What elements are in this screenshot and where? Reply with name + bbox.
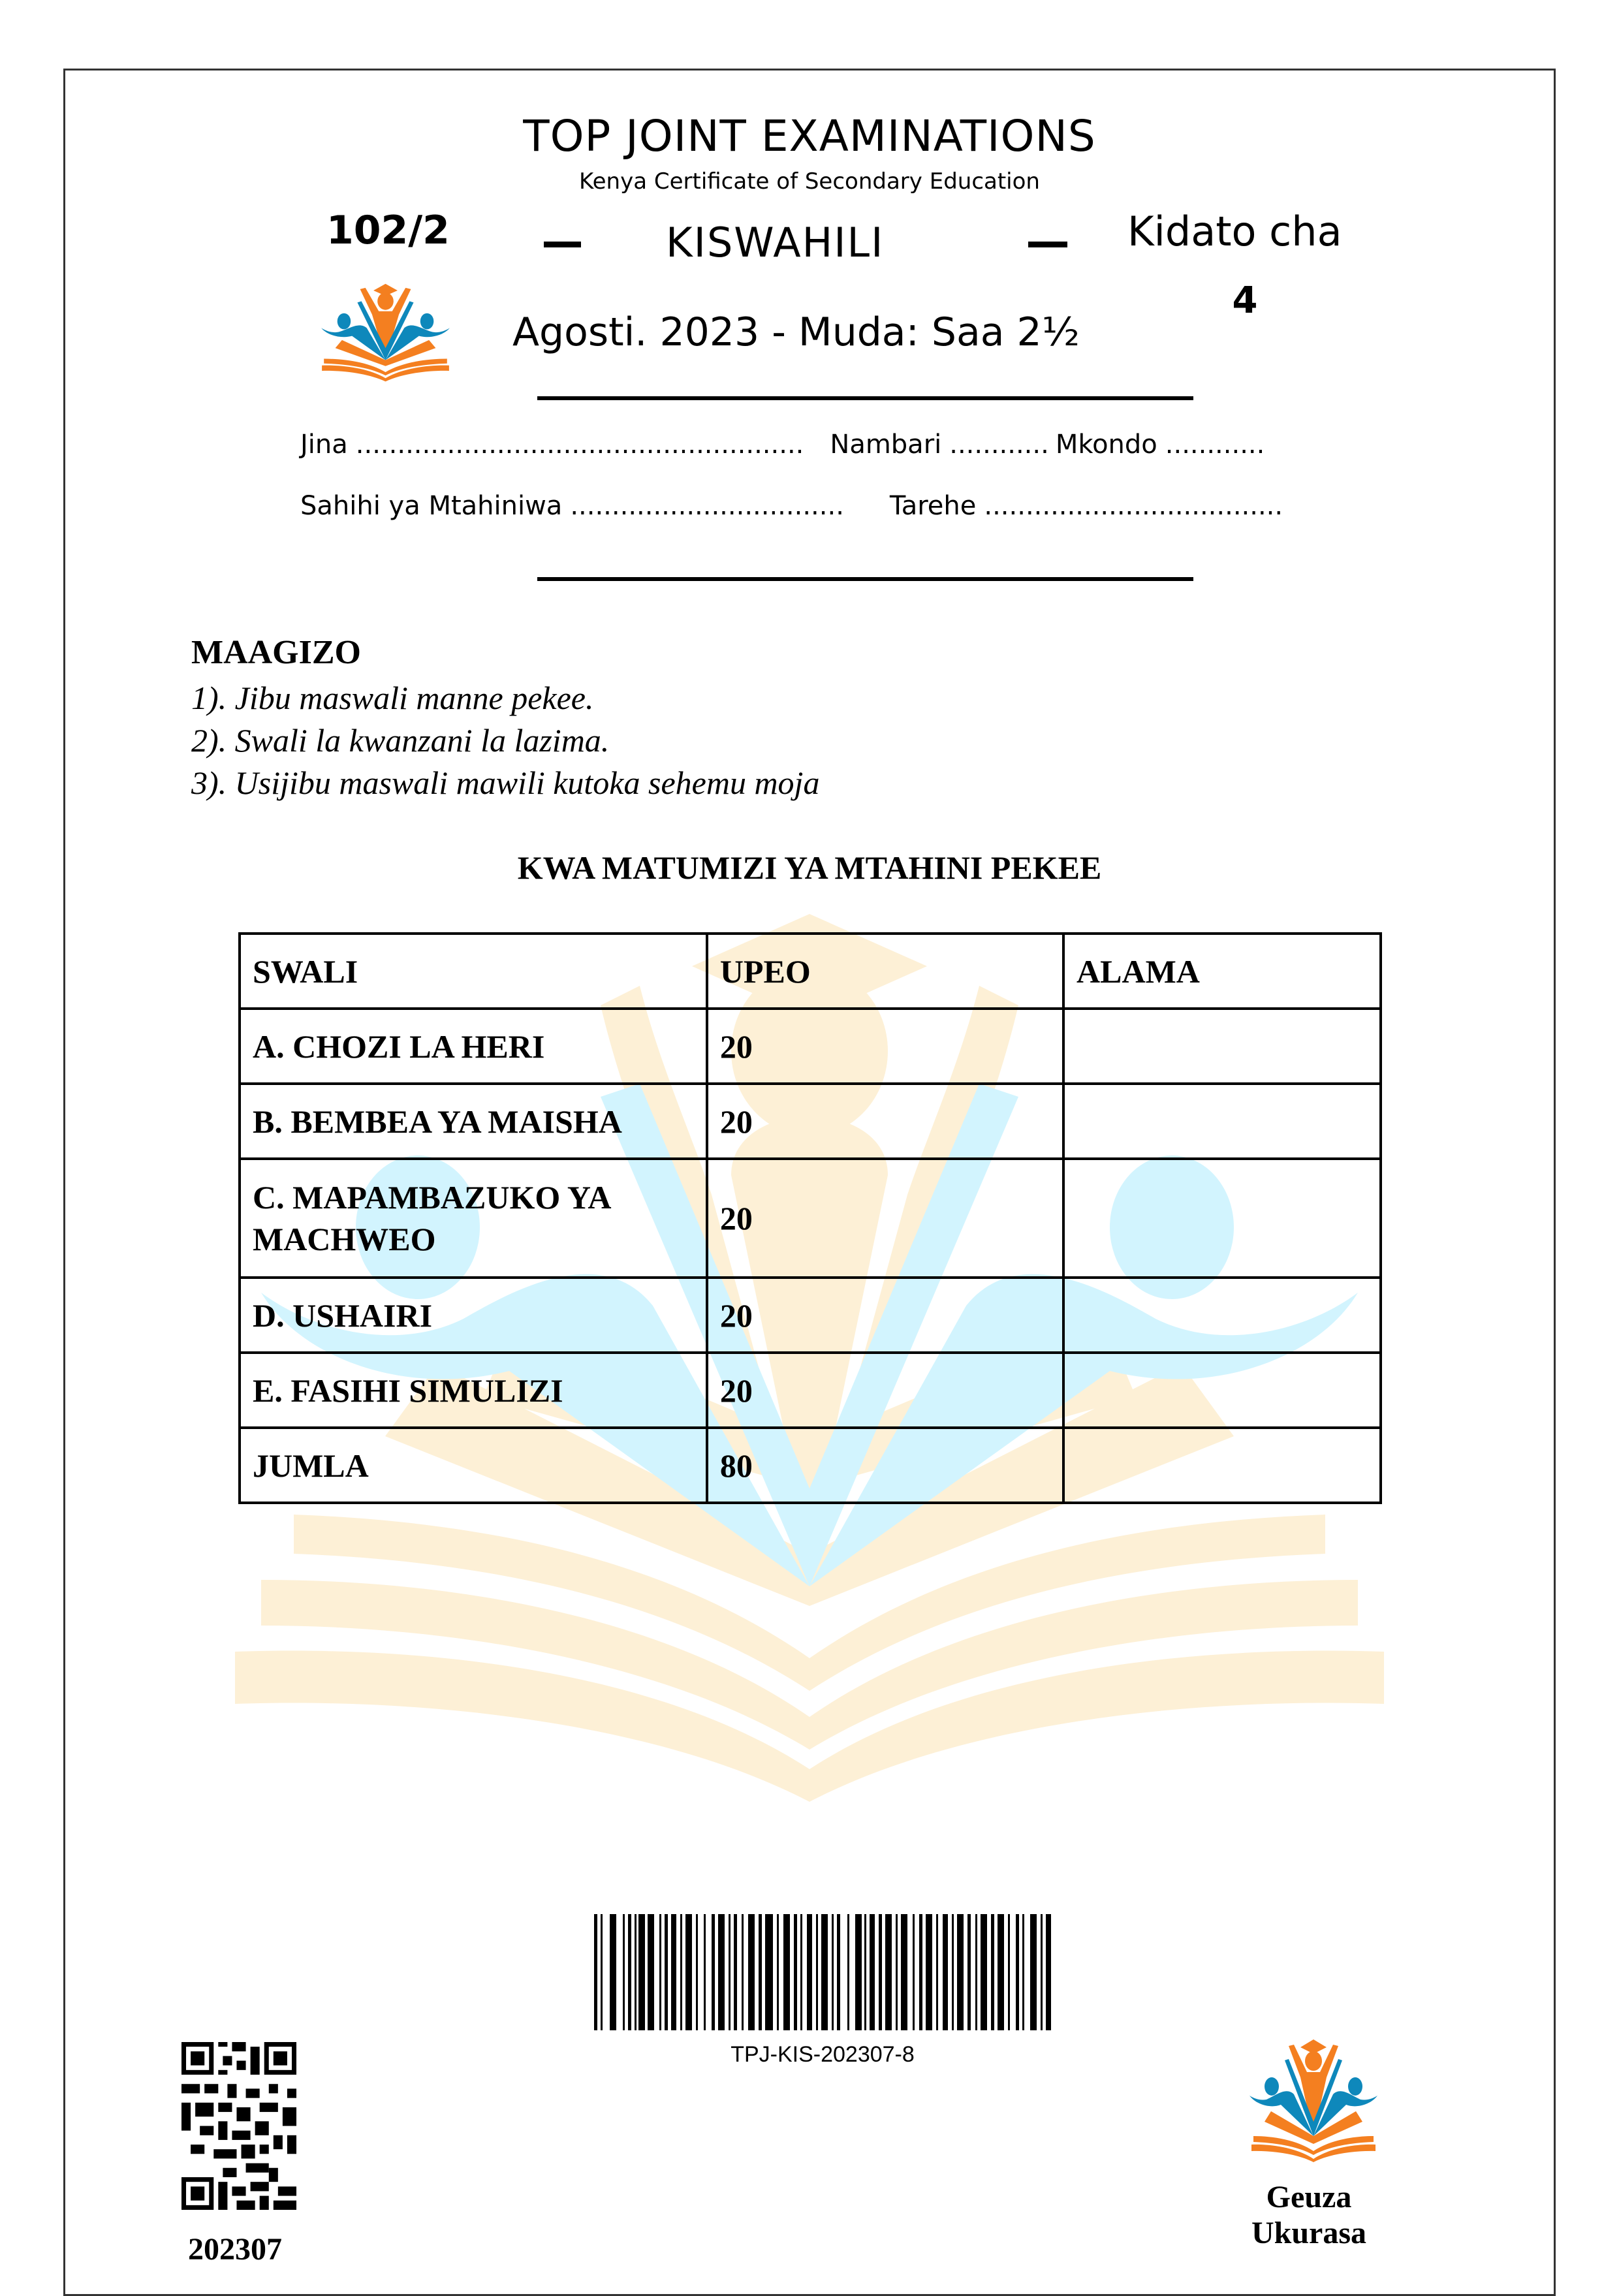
education-logo-icon [319,281,452,382]
education-logo-icon [1248,2032,1379,2162]
question-cell: C. MAPAMBAZUKO YA MACHWEO [240,1159,707,1278]
barcode-label: TPJ-KIS-202307-8 [731,2042,915,2067]
max-score-cell: 20 [707,1009,1063,1084]
date-label: Tarehe [889,491,977,521]
qr-code-icon [181,2042,296,2210]
table-row [240,1159,1381,1278]
name-label: Jina [300,430,348,460]
exam-title: TOP JOINT EXAMINATIONS [523,111,1096,161]
form-label: Kidato cha [1127,208,1342,255]
turn-page-label: Geuza Ukurasa [1251,2180,1367,2250]
column-header-upeo: UPEO [707,934,1063,1009]
stream-label: Mkondo [1055,430,1157,460]
signature-label: Sahihi ya Mtahiniwa [300,491,563,521]
max-score-cell: 20 [707,1084,1063,1159]
paper-code: 102/2 [326,208,450,253]
signature-field[interactable]: ................................. [570,491,844,521]
subject-title: KISWAHILI [666,219,885,266]
barcode-icon [594,1914,1051,2030]
header-rule [537,577,1193,581]
instruction-item: 2). Swali la kwanzani la lazima. [191,722,610,759]
question-cell: D. USHAIRI [240,1278,707,1353]
exam-subtitle: Kenya Certificate of Secondary Education [579,168,1040,195]
score-cell[interactable] [1063,1159,1381,1278]
name-field[interactable]: ...................................................... [355,430,804,460]
header-rule [537,396,1193,400]
column-header-alama: ALAMA [1063,934,1381,1009]
total-score-cell[interactable] [1063,1428,1381,1503]
number-label: Nambari [830,430,942,460]
instructions-heading: MAAGIZO [191,634,361,671]
score-cell[interactable] [1063,1353,1381,1428]
table-row [240,1353,1381,1428]
date-field[interactable]: .................................... [984,491,1283,521]
qr-code-label: 202307 [188,2232,282,2267]
candidate-row-2 [300,491,1371,521]
examiner-marks-table [238,932,1382,1504]
form-number: 4 [1232,279,1258,322]
max-score-cell: 20 [707,1278,1063,1353]
candidate-row-1 [300,430,1371,460]
table-row [240,1278,1381,1353]
total-max-cell: 80 [707,1428,1063,1503]
table-row [240,1009,1381,1084]
column-header-swali: SWALI [240,934,707,1009]
total-label-cell: JUMLA [240,1428,707,1503]
score-cell[interactable] [1063,1084,1381,1159]
question-cell: A. CHOZI LA HERI [240,1009,707,1084]
score-cell[interactable] [1063,1278,1381,1353]
number-field[interactable]: ............ [949,430,1049,460]
date-duration: Agosti. 2023 - Muda: Saa 2½ [512,309,1080,355]
question-cell: E. FASIHI SIMULIZI [240,1353,707,1428]
dash-divider [1028,242,1067,247]
dash-divider [544,242,581,247]
score-cell[interactable] [1063,1009,1381,1084]
max-score-cell: 20 [707,1159,1063,1278]
question-cell: B. BEMBEA YA MAISHA [240,1084,707,1159]
stream-field[interactable]: ............ [1165,430,1265,460]
table-header-row [240,934,1381,1009]
table-total-row [240,1428,1381,1503]
table-row [240,1084,1381,1159]
instruction-item: 3). Usijibu maswali mawili kutoka sehemu moja [191,764,820,801]
instruction-item: 1). Jibu maswali manne pekee. [191,680,594,716]
examiner-table-title: KWA MATUMIZI YA MTAHINI PEKEE [517,849,1102,886]
max-score-cell: 20 [707,1353,1063,1428]
